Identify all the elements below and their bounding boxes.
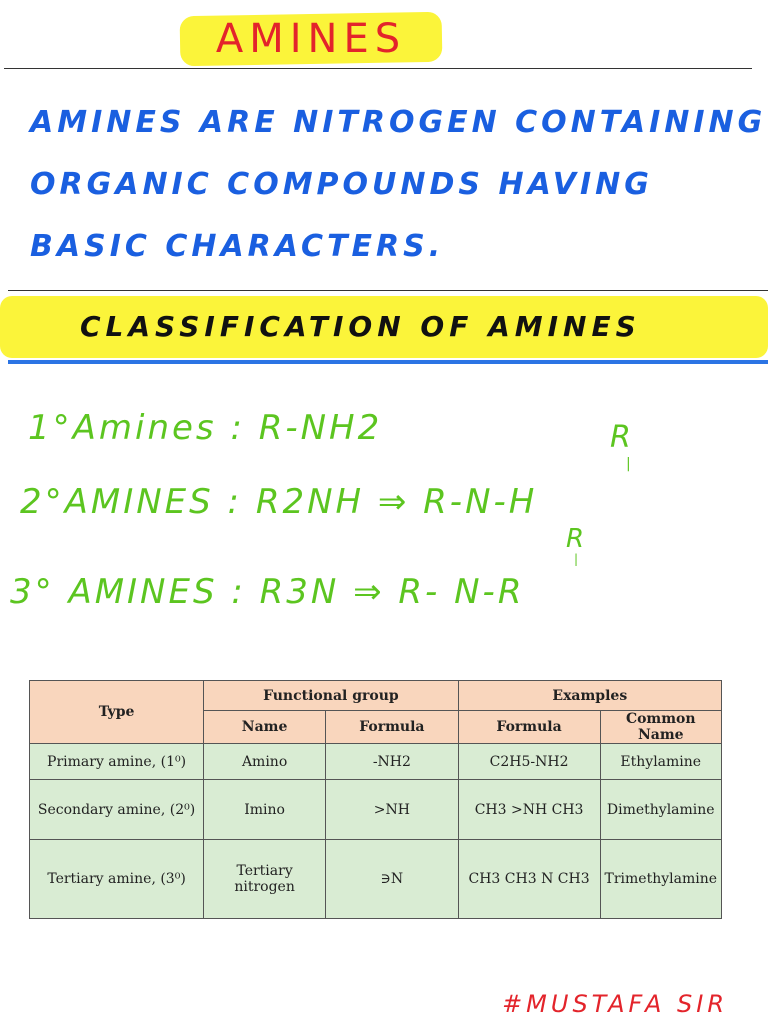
definition-line-1: AMINES ARE NITROGEN CONTAINING <box>30 105 767 140</box>
definition-line-2: ORGANIC COMPOUNDS HAVING <box>30 167 653 202</box>
header-example-formula: Formula <box>458 711 600 744</box>
row-example-formula: C2H5-NH2 <box>458 744 600 780</box>
row-common-name: Trimethylamine <box>600 840 722 919</box>
divider <box>8 290 768 291</box>
section-title: CLASSIFICATION OF AMINES <box>80 310 641 343</box>
secondary-branch-r: R <box>610 420 634 455</box>
row-type: Tertiary amine, (3⁰) <box>30 840 204 919</box>
row-example-formula: CH3 CH3 N CH3 <box>458 840 600 919</box>
table-row <box>30 744 722 780</box>
header-functional-group: Functional group <box>204 681 459 711</box>
row-type: Primary amine, (1⁰) <box>30 744 204 780</box>
row-formula: >NH <box>326 780 459 840</box>
tertiary-amine-label: 3° AMINES : R3N ⇒ R- N-R <box>10 572 525 612</box>
row-type: Secondary amine, (2⁰) <box>30 780 204 840</box>
row-name: Tertiary nitrogen <box>204 840 326 919</box>
row-name: Amino <box>204 744 326 780</box>
table-row <box>30 840 722 919</box>
tertiary-bond: | <box>574 552 582 566</box>
secondary-amine-label: 2°AMINES : R2NH ⇒ R-N-H <box>20 482 538 522</box>
secondary-bond: | <box>626 456 634 472</box>
header-type: Type <box>30 681 204 744</box>
header-name: Name <box>204 711 326 744</box>
row-formula: ∋N <box>326 840 459 919</box>
definition-line-3: BASIC CHARACTERS. <box>30 229 445 264</box>
row-name: Imino <box>204 780 326 840</box>
row-formula: -NH2 <box>326 744 459 780</box>
definition-text <box>30 92 767 278</box>
row-common-name: Ethylamine <box>600 744 722 780</box>
header-formula: Formula <box>326 711 459 744</box>
author-signature: #MUSTAFA SIR <box>502 990 728 1018</box>
header-common-name: Common Name <box>600 711 722 744</box>
header-examples: Examples <box>458 681 721 711</box>
row-example-formula: CH3 >NH CH3 <box>458 780 600 840</box>
page-title: AMINES <box>215 16 407 62</box>
table-row <box>30 780 722 840</box>
row-common-name: Dimethylamine <box>600 780 722 840</box>
amine-classification-table <box>29 680 722 919</box>
divider <box>4 68 752 69</box>
section-underline <box>8 360 768 364</box>
tertiary-branch-r: R <box>566 524 588 554</box>
primary-amine-label: 1°Amines : R-NH2 <box>28 408 383 448</box>
